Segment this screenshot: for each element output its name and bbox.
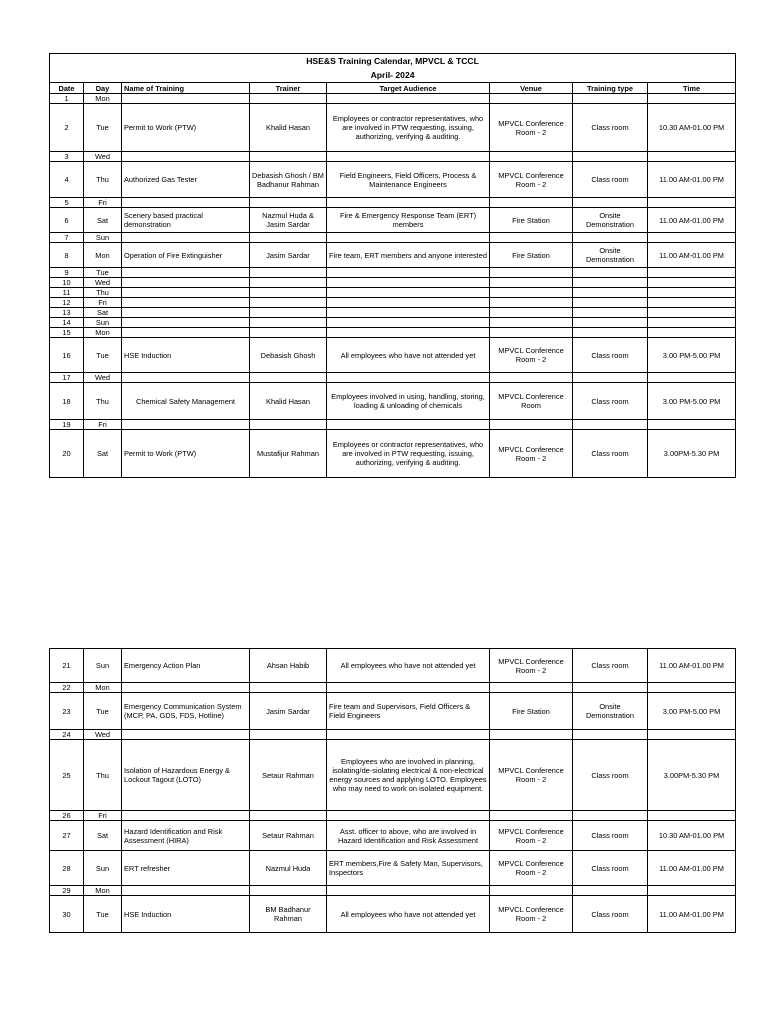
cell-day: Sat	[84, 430, 122, 478]
cell-name: Emergency Action Plan	[122, 649, 250, 683]
cell-type	[573, 328, 648, 338]
cell-venue	[490, 278, 573, 288]
cell-audience	[327, 886, 490, 896]
table-row	[50, 152, 736, 162]
table-row	[50, 851, 736, 886]
table-row	[50, 198, 736, 208]
cell-date: 30	[50, 896, 84, 933]
cell-trainer	[250, 94, 327, 104]
cell-name	[122, 198, 250, 208]
cell-audience	[327, 328, 490, 338]
cell-trainer: Nazmul Huda	[250, 851, 327, 886]
cell-trainer: Jasim Sardar	[250, 693, 327, 730]
cell-date: 13	[50, 308, 84, 318]
cell-audience	[327, 198, 490, 208]
header-trainer: Trainer	[250, 83, 327, 94]
cell-audience	[327, 288, 490, 298]
table-row	[50, 288, 736, 298]
cell-day: Sat	[84, 821, 122, 851]
cell-date: 28	[50, 851, 84, 886]
cell-trainer	[250, 318, 327, 328]
cell-time: 11.00 AM-01.00 PM	[648, 243, 736, 268]
cell-audience	[327, 233, 490, 243]
cell-trainer	[250, 373, 327, 383]
cell-venue	[490, 94, 573, 104]
cell-audience: Employees involved in using, handling, storing, loading & unloading of chemicals	[327, 383, 490, 420]
cell-type	[573, 152, 648, 162]
cell-trainer: Nazmul Huda & Jasim Sardar	[250, 208, 327, 233]
cell-trainer	[250, 328, 327, 338]
header-venue: Venue	[490, 83, 573, 94]
cell-time	[648, 328, 736, 338]
cell-audience: Employees who are involved in planning, isolating/de-siolating electrical & non-electrical energy sources and applying LOTO. Employees who may need to work on isolated equipment.	[327, 740, 490, 811]
cell-type	[573, 730, 648, 740]
cell-audience	[327, 94, 490, 104]
cell-name: Emergency Communication System (MCP, PA, GDS, FDS, Hotline)	[122, 693, 250, 730]
cell-time	[648, 94, 736, 104]
cell-trainer	[250, 278, 327, 288]
cell-trainer	[250, 730, 327, 740]
cell-audience: All employees who have not attended yet	[327, 649, 490, 683]
cell-time	[648, 308, 736, 318]
cell-trainer: Setaur Rahman	[250, 740, 327, 811]
cell-date: 3	[50, 152, 84, 162]
cell-type: Class room	[573, 851, 648, 886]
table-row	[50, 208, 736, 233]
table-row	[50, 373, 736, 383]
cell-trainer	[250, 298, 327, 308]
cell-trainer: Setaur Rahman	[250, 821, 327, 851]
header-time: Time	[648, 83, 736, 94]
cell-type	[573, 420, 648, 430]
cell-type	[573, 278, 648, 288]
table-row	[50, 649, 736, 683]
cell-venue: Fire Station	[490, 693, 573, 730]
cell-venue: Fire Station	[490, 243, 573, 268]
cell-date: 2	[50, 104, 84, 152]
cell-trainer	[250, 152, 327, 162]
cell-trainer: Jasim Sardar	[250, 243, 327, 268]
cell-venue: MPVCL Conference Room - 2	[490, 896, 573, 933]
cell-type	[573, 298, 648, 308]
cell-day: Sun	[84, 233, 122, 243]
cell-date: 15	[50, 328, 84, 338]
table-row	[50, 94, 736, 104]
cell-name	[122, 886, 250, 896]
cell-venue	[490, 683, 573, 693]
cell-date: 20	[50, 430, 84, 478]
cell-trainer	[250, 811, 327, 821]
cell-day: Sun	[84, 649, 122, 683]
cell-date: 18	[50, 383, 84, 420]
table-row	[50, 896, 736, 933]
cell-venue: MPVCL Conference Room - 2	[490, 162, 573, 198]
cell-type: Class room	[573, 383, 648, 420]
cell-type: Class room	[573, 821, 648, 851]
cell-name	[122, 730, 250, 740]
table-row	[50, 811, 736, 821]
table-row	[50, 821, 736, 851]
table-row	[50, 243, 736, 268]
cell-date: 23	[50, 693, 84, 730]
cell-venue: MPVCL Conference Room - 2	[490, 821, 573, 851]
cell-venue	[490, 268, 573, 278]
cell-time	[648, 318, 736, 328]
cell-name	[122, 811, 250, 821]
cell-type	[573, 886, 648, 896]
header-day: Day	[84, 83, 122, 94]
cell-date: 10	[50, 278, 84, 288]
cell-time: 10.30 AM-01.00 PM	[648, 821, 736, 851]
header-date: Date	[50, 83, 84, 94]
cell-venue	[490, 328, 573, 338]
cell-type: Onsite Demonstration	[573, 208, 648, 233]
cell-audience	[327, 420, 490, 430]
cell-name	[122, 152, 250, 162]
cell-time	[648, 811, 736, 821]
cell-time: 3.00PM-5.30 PM	[648, 430, 736, 478]
cell-date: 1	[50, 94, 84, 104]
cell-trainer	[250, 288, 327, 298]
cell-time: 3.00PM-5.30 PM	[648, 740, 736, 811]
cell-day: Mon	[84, 94, 122, 104]
cell-date: 7	[50, 233, 84, 243]
cell-type	[573, 233, 648, 243]
cell-day: Tue	[84, 896, 122, 933]
cell-venue	[490, 233, 573, 243]
cell-date: 11	[50, 288, 84, 298]
cell-audience: Fire team and Supervisors, Field Officers & Field Engineers	[327, 693, 490, 730]
cell-venue	[490, 373, 573, 383]
cell-name	[122, 94, 250, 104]
cell-trainer: Khalid Hasan	[250, 104, 327, 152]
cell-audience	[327, 298, 490, 308]
cell-time	[648, 198, 736, 208]
cell-trainer	[250, 198, 327, 208]
cell-venue	[490, 811, 573, 821]
table-row	[50, 298, 736, 308]
cell-audience: All employees who have not attended yet	[327, 896, 490, 933]
table-row	[50, 308, 736, 318]
cell-date: 21	[50, 649, 84, 683]
cell-date: 4	[50, 162, 84, 198]
table-row	[50, 233, 736, 243]
cell-name	[122, 420, 250, 430]
cell-name	[122, 683, 250, 693]
cell-venue	[490, 886, 573, 896]
table-row	[50, 268, 736, 278]
cell-date: 8	[50, 243, 84, 268]
cell-day: Mon	[84, 683, 122, 693]
cell-name	[122, 318, 250, 328]
cell-venue: MPVCL Conference Room - 2	[490, 851, 573, 886]
cell-name: Hazard Identification and Risk Assessment (HIRA)	[122, 821, 250, 851]
cell-day: Sun	[84, 851, 122, 886]
cell-venue	[490, 288, 573, 298]
cell-date: 12	[50, 298, 84, 308]
cell-venue: Fire Station	[490, 208, 573, 233]
cell-venue: MPVCL Conference Room - 2	[490, 740, 573, 811]
cell-day: Fri	[84, 420, 122, 430]
table-row	[50, 886, 736, 896]
header-row	[50, 83, 736, 94]
cell-day: Mon	[84, 886, 122, 896]
cell-time: 11.00 AM-01.00 PM	[648, 896, 736, 933]
cell-audience: Asst. officer to above, who are involved in Hazard Identification and Risk Assessment	[327, 821, 490, 851]
cell-time	[648, 373, 736, 383]
cell-date: 19	[50, 420, 84, 430]
cell-name: Isolation of Hazardous Energy & Lockout Tagout (LOTO)	[122, 740, 250, 811]
cell-name: ERT refresher	[122, 851, 250, 886]
cell-date: 9	[50, 268, 84, 278]
header-type: Training type	[573, 83, 648, 94]
cell-date: 26	[50, 811, 84, 821]
cell-audience	[327, 373, 490, 383]
cell-time	[648, 886, 736, 896]
cell-type: Class room	[573, 896, 648, 933]
cell-type: Class room	[573, 740, 648, 811]
cell-audience	[327, 730, 490, 740]
cell-trainer: Debasish Ghosh / BM Badhanur Rahman	[250, 162, 327, 198]
cell-day: Tue	[84, 268, 122, 278]
cell-trainer: Ahsan Habib	[250, 649, 327, 683]
cell-trainer	[250, 233, 327, 243]
cell-venue: MPVCL Conference Room - 2	[490, 649, 573, 683]
calendar-subtitle: April- 2024	[50, 69, 736, 83]
table-row	[50, 730, 736, 740]
cell-trainer	[250, 420, 327, 430]
cell-trainer	[250, 308, 327, 318]
cell-type	[573, 268, 648, 278]
cell-audience: ERT members,Fire & Safety Man, Supervisors, Inspectors	[327, 851, 490, 886]
table-row	[50, 104, 736, 152]
header-audience: Target Audience	[327, 83, 490, 94]
cell-day: Fri	[84, 811, 122, 821]
cell-venue: MPVCL Conference Room	[490, 383, 573, 420]
cell-audience: Field Engineers, Field Officers, Process & Maintenance Engineers	[327, 162, 490, 198]
cell-audience	[327, 278, 490, 288]
cell-type	[573, 318, 648, 328]
cell-time	[648, 420, 736, 430]
cell-audience: Fire team, ERT members and anyone interested	[327, 243, 490, 268]
cell-date: 16	[50, 338, 84, 373]
cell-time: 3.00 PM-5.00 PM	[648, 383, 736, 420]
cell-trainer: Mustafijur Rahman	[250, 430, 327, 478]
cell-name	[122, 298, 250, 308]
cell-time: 11.00 AM-01.00 PM	[648, 649, 736, 683]
cell-audience: Fire & Emergency Response Team (ERT) members	[327, 208, 490, 233]
cell-day: Wed	[84, 730, 122, 740]
cell-time: 10.30 AM-01.00 PM	[648, 104, 736, 152]
cell-time	[648, 298, 736, 308]
cell-date: 27	[50, 821, 84, 851]
cell-audience	[327, 268, 490, 278]
cell-trainer: Khalid Hasan	[250, 383, 327, 420]
cell-day: Thu	[84, 383, 122, 420]
table-row	[50, 162, 736, 198]
cell-day: Tue	[84, 693, 122, 730]
cell-audience	[327, 308, 490, 318]
cell-type	[573, 811, 648, 821]
cell-time: 3.00 PM-5.00 PM	[648, 338, 736, 373]
cell-day: Mon	[84, 328, 122, 338]
cell-time: 11.00 AM-01.00 PM	[648, 208, 736, 233]
cell-type: Class room	[573, 104, 648, 152]
cell-day: Tue	[84, 338, 122, 373]
cell-trainer	[250, 683, 327, 693]
cell-time	[648, 152, 736, 162]
table-row	[50, 740, 736, 811]
cell-time	[648, 730, 736, 740]
cell-name: Permit to Work (PTW)	[122, 430, 250, 478]
cell-name	[122, 288, 250, 298]
cell-type	[573, 308, 648, 318]
cell-day: Thu	[84, 288, 122, 298]
cell-type: Class room	[573, 338, 648, 373]
cell-type: Class room	[573, 162, 648, 198]
cell-day: Sun	[84, 318, 122, 328]
table-row	[50, 693, 736, 730]
cell-name: HSE Induction	[122, 896, 250, 933]
cell-venue	[490, 152, 573, 162]
cell-type: Class room	[573, 430, 648, 478]
cell-audience	[327, 318, 490, 328]
cell-audience: Employees or contractor representatives, who are involved in PTW requesting, issuing, authorizing, verifying & auditing.	[327, 430, 490, 478]
cell-type	[573, 288, 648, 298]
cell-name	[122, 268, 250, 278]
header-name: Name of Training	[122, 83, 250, 94]
cell-type: Onsite Demonstration	[573, 693, 648, 730]
cell-time	[648, 233, 736, 243]
cell-venue	[490, 198, 573, 208]
table-row	[50, 328, 736, 338]
cell-name: Operation of Fire Extinguisher	[122, 243, 250, 268]
table-row	[50, 420, 736, 430]
cell-audience	[327, 152, 490, 162]
cell-date: 17	[50, 373, 84, 383]
training-calendar-table-page2	[49, 648, 736, 933]
cell-name: Chemical Safety Management	[122, 383, 250, 420]
calendar-title: HSE&S Training Calendar, MPVCL & TCCL	[50, 54, 736, 70]
cell-name: Scenery based practical demonstration	[122, 208, 250, 233]
cell-type	[573, 683, 648, 693]
table-row	[50, 318, 736, 328]
cell-venue: MPVCL Conference Room - 2	[490, 338, 573, 373]
cell-day: Wed	[84, 373, 122, 383]
cell-type	[573, 373, 648, 383]
cell-venue: MPVCL Conference Room - 2	[490, 430, 573, 478]
table-row	[50, 430, 736, 478]
cell-day: Thu	[84, 740, 122, 811]
cell-trainer: Debasish Ghosh	[250, 338, 327, 373]
cell-date: 5	[50, 198, 84, 208]
cell-type	[573, 198, 648, 208]
cell-name	[122, 308, 250, 318]
cell-name	[122, 328, 250, 338]
cell-name: Authorized Gas Tester	[122, 162, 250, 198]
cell-name	[122, 233, 250, 243]
cell-type: Class room	[573, 649, 648, 683]
cell-type: Onsite Demonstration	[573, 243, 648, 268]
cell-date: 22	[50, 683, 84, 693]
cell-trainer: BM Badhanur Rahman	[250, 896, 327, 933]
cell-venue	[490, 730, 573, 740]
cell-trainer	[250, 886, 327, 896]
cell-date: 24	[50, 730, 84, 740]
training-calendar-table-page1	[49, 53, 736, 478]
cell-day: Sat	[84, 208, 122, 233]
table-row	[50, 278, 736, 288]
cell-audience: All employees who have not attended yet	[327, 338, 490, 373]
cell-time	[648, 278, 736, 288]
cell-date: 6	[50, 208, 84, 233]
cell-venue: MPVCL Conference Room - 2	[490, 104, 573, 152]
cell-name: Permit to Work (PTW)	[122, 104, 250, 152]
cell-day: Mon	[84, 243, 122, 268]
cell-trainer	[250, 268, 327, 278]
table-row	[50, 683, 736, 693]
cell-day: Tue	[84, 104, 122, 152]
cell-audience: Employees or contractor representatives, who are involved in PTW requesting, issuing, authorizing, verifying & auditing.	[327, 104, 490, 152]
cell-name: HSE Induction	[122, 338, 250, 373]
cell-date: 29	[50, 886, 84, 896]
cell-audience	[327, 811, 490, 821]
cell-day: Fri	[84, 298, 122, 308]
cell-time: 11.00 AM-01.00 PM	[648, 851, 736, 886]
cell-time	[648, 683, 736, 693]
cell-day: Wed	[84, 278, 122, 288]
table-row	[50, 338, 736, 373]
table-row	[50, 383, 736, 420]
cell-time: 3.00 PM-5.00 PM	[648, 693, 736, 730]
cell-time: 11.00 AM-01.00 PM	[648, 162, 736, 198]
cell-time	[648, 288, 736, 298]
cell-day: Wed	[84, 152, 122, 162]
cell-name	[122, 373, 250, 383]
cell-day: Fri	[84, 198, 122, 208]
cell-audience	[327, 683, 490, 693]
cell-venue	[490, 420, 573, 430]
cell-time	[648, 268, 736, 278]
cell-venue	[490, 308, 573, 318]
cell-date: 14	[50, 318, 84, 328]
cell-venue	[490, 298, 573, 308]
cell-type	[573, 94, 648, 104]
cell-day: Thu	[84, 162, 122, 198]
cell-day: Sat	[84, 308, 122, 318]
cell-venue	[490, 318, 573, 328]
cell-name	[122, 278, 250, 288]
cell-date: 25	[50, 740, 84, 811]
